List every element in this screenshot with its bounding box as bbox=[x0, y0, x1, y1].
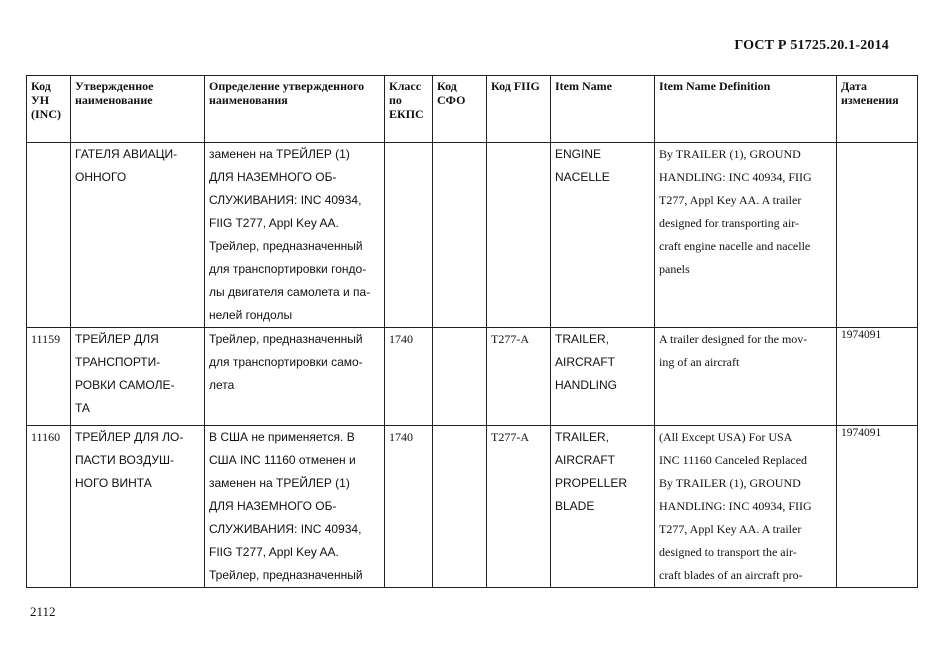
table-row bbox=[27, 143, 918, 328]
cell-inc-code-text: 11160 bbox=[31, 430, 61, 444]
cell-item-name-definition-line: By TRAILER (1), GROUND bbox=[659, 147, 801, 161]
cell-ekps-class bbox=[385, 426, 433, 588]
cell-definition-line: FIIG T277, Appl Key AA. bbox=[209, 545, 339, 559]
cell-sfo-code bbox=[433, 143, 487, 328]
cell-definition bbox=[205, 426, 385, 588]
cell-approved-name-line: ТРАНСПОРТИ- bbox=[75, 355, 161, 369]
cell-definition-line: заменен на ТРЕЙЛЕР (1) bbox=[209, 147, 350, 161]
cell-item-name-definition-line: panels bbox=[659, 262, 690, 276]
cell-item-name bbox=[551, 426, 655, 588]
cell-item-name-line: TRAILER, bbox=[555, 332, 610, 346]
cell-definition-line: лы двигателя самолета и па- bbox=[209, 285, 371, 299]
cell-ekps-class bbox=[385, 143, 433, 328]
cell-definition-line: США INC 11160 отменен и bbox=[209, 453, 356, 467]
cell-item-name-line: TRAILER, bbox=[555, 430, 610, 444]
cell-item-name-definition-line: craft blades of an aircraft pro- bbox=[659, 568, 803, 582]
cell-ekps-class-text: 1740 bbox=[389, 332, 413, 346]
cell-item-name-definition bbox=[655, 143, 837, 328]
cell-item-name-definition-line: T277, Appl Key AA. A trailer bbox=[659, 522, 802, 536]
cell-approved-name-line: ПАСТИ ВОЗДУШ- bbox=[75, 453, 174, 467]
cell-fiig-code bbox=[487, 328, 551, 426]
cell-approved-name-line: РОВКИ САМОЛЕ- bbox=[75, 378, 175, 392]
cell-item-name-line: NACELLE bbox=[555, 170, 610, 184]
cell-definition-line: СЛУЖИВАНИЯ: INC 40934, bbox=[209, 522, 362, 536]
cell-item-name-definition-line: (All Except USA) For USA bbox=[659, 430, 793, 444]
cell-item-name-line: PROPELLER bbox=[555, 476, 628, 490]
cell-item-name bbox=[551, 143, 655, 328]
cell-definition-line: Трейлер, предназначенный bbox=[209, 239, 363, 253]
col-header-item-name: Item Name bbox=[551, 76, 655, 143]
cell-item-name-line: AIRCRAFT bbox=[555, 453, 615, 467]
cell-definition-line: заменен на ТРЕЙЛЕР (1) bbox=[209, 476, 350, 490]
table-body bbox=[27, 143, 918, 588]
cell-item-name-definition bbox=[655, 328, 837, 426]
cell-item-name-definition-line: designed to transport the air- bbox=[659, 545, 797, 559]
table-row bbox=[27, 426, 918, 588]
cell-item-name-definition bbox=[655, 426, 837, 588]
col-header-change-date: Дата изменения bbox=[837, 76, 918, 143]
cell-item-name-definition-line: designed for transporting air- bbox=[659, 216, 800, 230]
cell-definition-line: Трейлер, предназначенный bbox=[209, 568, 363, 582]
document-header: ГОСТ Р 51725.20.1-2014 bbox=[734, 38, 889, 53]
cell-approved-name-line: ТРЕЙЛЕР ДЛЯ ЛО- bbox=[75, 430, 184, 444]
cell-item-name-definition-line: HANDLING: INC 40934, FIIG bbox=[659, 499, 812, 513]
cell-inc-code bbox=[27, 143, 71, 328]
cell-definition-line: FIIG T277, Appl Key AA. bbox=[209, 216, 339, 230]
cell-inc-code-text: 11159 bbox=[31, 332, 61, 346]
cell-approved-name bbox=[71, 328, 205, 426]
cell-item-name-definition-line: ing of an aircraft bbox=[659, 355, 740, 369]
cell-approved-name-line: НОГО ВИНТА bbox=[75, 476, 152, 490]
cell-change-date bbox=[837, 426, 918, 588]
col-header-ekps-class: Класс по ЕКПС bbox=[385, 76, 433, 143]
cell-approved-name bbox=[71, 143, 205, 328]
cell-fiig-code bbox=[487, 143, 551, 328]
cell-approved-name-line: ГАТЕЛЯ АВИАЦИ- bbox=[75, 147, 178, 161]
cell-definition-line: нелей гондолы bbox=[209, 308, 293, 322]
cell-item-name-definition-line: A trailer designed for the mov- bbox=[659, 332, 808, 346]
cell-change-date-text: 1974091 bbox=[841, 329, 882, 341]
cell-approved-name-line: ТРЕЙЛЕР ДЛЯ bbox=[75, 332, 159, 346]
cell-approved-name-line: ОННОГО bbox=[75, 170, 127, 184]
cell-definition-line: для транспортировки само- bbox=[209, 355, 363, 369]
cell-definition-line: лета bbox=[209, 378, 235, 392]
cell-fiig-code-text: T277-A bbox=[491, 430, 529, 444]
cell-approved-name bbox=[71, 426, 205, 588]
cell-item-name-definition-line: craft engine nacelle and nacelle bbox=[659, 239, 811, 253]
cell-item-name-line: BLADE bbox=[555, 499, 595, 513]
table-header-row bbox=[27, 76, 918, 143]
cell-definition-line: для транспортировки гондо- bbox=[209, 262, 367, 276]
col-header-sfo-code: Код СФО bbox=[433, 76, 487, 143]
col-header-item-name-definition: Item Name Definition bbox=[655, 76, 837, 143]
cell-change-date bbox=[837, 143, 918, 328]
col-header-definition: Определение утвержденного наименования bbox=[205, 76, 385, 143]
cell-item-name-definition-line: INC 11160 Canceled Replaced bbox=[659, 453, 808, 467]
cell-sfo-code bbox=[433, 426, 487, 588]
cell-item-name-definition-line: By TRAILER (1), GROUND bbox=[659, 476, 801, 490]
cell-item-name-line: HANDLING bbox=[555, 378, 618, 392]
cell-change-date bbox=[837, 328, 918, 426]
cell-ekps-class-text: 1740 bbox=[389, 430, 413, 444]
cell-approved-name-line: ТА bbox=[75, 401, 90, 415]
cell-item-name bbox=[551, 328, 655, 426]
cell-definition-line: ДЛЯ НАЗЕМНОГО ОБ- bbox=[209, 170, 337, 184]
cell-definition-line: СЛУЖИВАНИЯ: INC 40934, bbox=[209, 193, 362, 207]
cell-change-date-text: 1974091 bbox=[841, 427, 882, 439]
cell-definition bbox=[205, 328, 385, 426]
page-number: 2112 bbox=[30, 604, 56, 619]
col-header-inc-code: Код УН (INC) bbox=[27, 76, 71, 143]
nomenclature-table bbox=[26, 75, 918, 588]
col-header-fiig-code: Код FIIG bbox=[487, 76, 551, 143]
cell-sfo-code bbox=[433, 328, 487, 426]
cell-definition-line: Трейлер, предназначенный bbox=[209, 332, 363, 346]
col-header-approved-name: Утвержденное наименование bbox=[71, 76, 205, 143]
cell-ekps-class bbox=[385, 328, 433, 426]
cell-item-name-line: ENGINE bbox=[555, 147, 602, 161]
cell-fiig-code-text: T277-A bbox=[491, 332, 529, 346]
cell-definition-line: ДЛЯ НАЗЕМНОГО ОБ- bbox=[209, 499, 337, 513]
cell-definition bbox=[205, 143, 385, 328]
cell-item-name-definition-line: T277, Appl Key AA. A trailer bbox=[659, 193, 802, 207]
table-row bbox=[27, 328, 918, 426]
cell-inc-code bbox=[27, 328, 71, 426]
cell-inc-code bbox=[27, 426, 71, 588]
cell-fiig-code bbox=[487, 426, 551, 588]
cell-item-name-line: AIRCRAFT bbox=[555, 355, 615, 369]
cell-definition-line: В США не применяется. В bbox=[209, 430, 355, 444]
cell-item-name-definition-line: HANDLING: INC 40934, FIIG bbox=[659, 170, 812, 184]
